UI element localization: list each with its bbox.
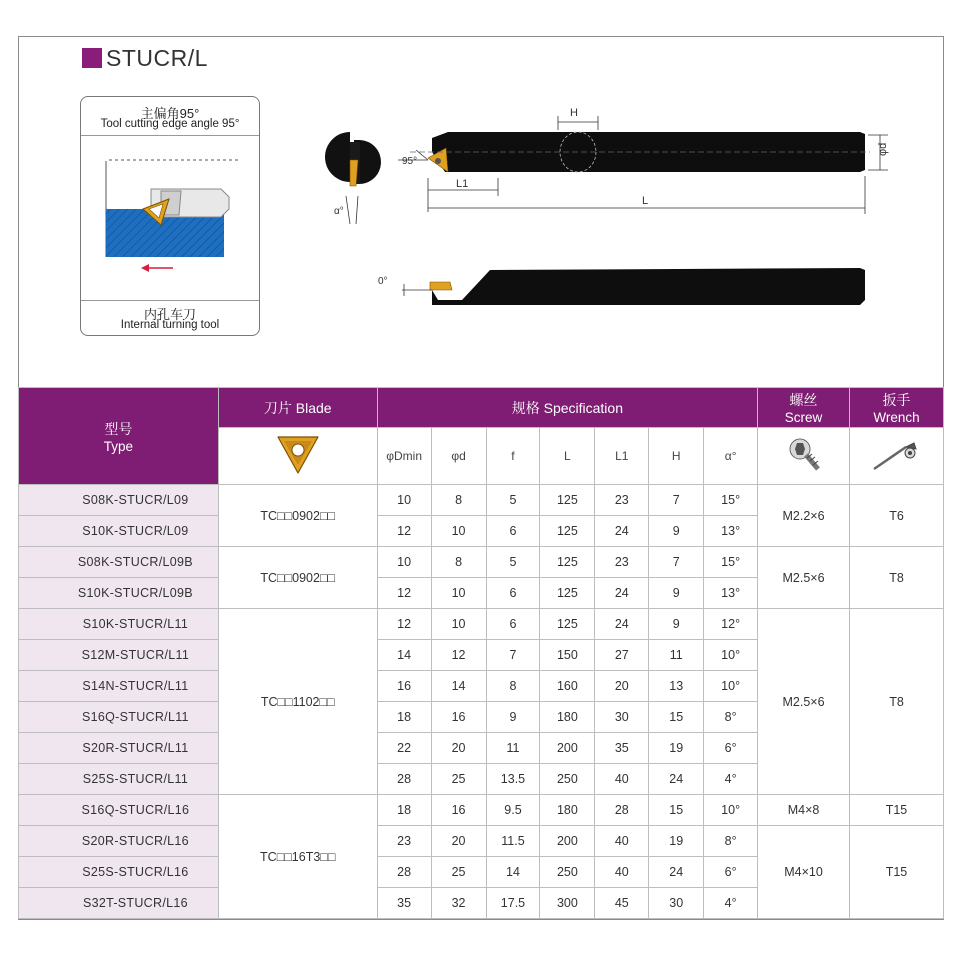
value-cell: 180 <box>540 702 595 733</box>
value-cell: 30 <box>595 702 649 733</box>
value-cell: 14 <box>377 640 431 671</box>
value-cell: 250 <box>540 857 595 888</box>
blade-cell: TC□□0902□□ <box>218 547 377 609</box>
value-cell: 12 <box>377 609 431 640</box>
value-cell: 6° <box>704 733 758 764</box>
header-row <box>19 388 944 428</box>
page-title <box>82 46 208 70</box>
value-cell: 9.5 <box>486 795 540 826</box>
blade-cell: TC□□16T3□□ <box>218 795 377 919</box>
value-cell: 18 <box>377 795 431 826</box>
value-cell: 23 <box>377 826 431 857</box>
table-row <box>19 826 944 857</box>
value-cell: 15 <box>649 702 704 733</box>
tool-drawing <box>320 100 900 320</box>
type-cell: S10K-STUCR/L09 <box>19 516 219 547</box>
col-header-f: f <box>486 428 540 485</box>
value-cell: 27 <box>595 640 649 671</box>
screw-icon <box>784 435 824 475</box>
info-footer-en: Internal turning tool <box>120 319 220 331</box>
value-cell: 10 <box>431 609 486 640</box>
title-square-icon <box>82 48 102 68</box>
value-cell: 15° <box>704 547 758 578</box>
col-header-d: φd <box>431 428 486 485</box>
value-cell: 13.5 <box>486 764 540 795</box>
value-cell: 6 <box>486 609 540 640</box>
tool-bar-side-view <box>378 268 865 305</box>
blade-cell: TC□□1102□□ <box>218 609 377 795</box>
wrench-cell: T8 <box>849 547 943 609</box>
type-cell: S32T-STUCR/L16 <box>19 888 219 919</box>
value-cell: 300 <box>540 888 595 919</box>
table-row <box>19 795 944 826</box>
col-header-dmin: φDmin <box>377 428 431 485</box>
label-angle-95: 95° <box>402 156 418 167</box>
value-cell: 150 <box>540 640 595 671</box>
type-header <box>19 388 219 485</box>
screw-image-cell <box>758 428 850 485</box>
value-cell: 8° <box>704 826 758 857</box>
value-cell: 16 <box>377 671 431 702</box>
screw-cell: M2.5×6 <box>758 609 850 795</box>
value-cell: 8 <box>486 671 540 702</box>
value-cell: 28 <box>377 857 431 888</box>
value-cell: 12 <box>377 578 431 609</box>
value-cell: 200 <box>540 826 595 857</box>
value-cell: 9 <box>649 578 704 609</box>
table-row <box>19 485 944 516</box>
value-cell: 24 <box>595 516 649 547</box>
type-header-en: Type <box>103 438 134 454</box>
type-cell: S08K-STUCR/L09 <box>19 485 219 516</box>
value-cell: 7 <box>649 547 704 578</box>
value-cell: 9 <box>649 609 704 640</box>
value-cell: 28 <box>595 795 649 826</box>
value-cell: 9 <box>486 702 540 733</box>
value-cell: 4° <box>704 764 758 795</box>
wrench-header-en: Wrench <box>873 410 920 425</box>
value-cell: 16 <box>431 702 486 733</box>
value-cell: 28 <box>377 764 431 795</box>
value-cell: 16 <box>431 795 486 826</box>
value-cell: 22 <box>377 733 431 764</box>
wrench-cell: T15 <box>849 826 943 919</box>
type-cell: S16Q-STUCR/L16 <box>19 795 219 826</box>
value-cell: 18 <box>377 702 431 733</box>
label-zero-degree: 0° <box>378 276 388 287</box>
screw-header-en: Screw <box>784 410 823 425</box>
label-L1: L1 <box>456 178 469 190</box>
blade-image-cell <box>218 428 377 485</box>
screw-header <box>758 388 850 428</box>
info-footer-zh: 内孔车刀 <box>143 307 196 322</box>
blade-cell: TC□□0902□□ <box>218 485 377 547</box>
screw-cell: M4×8 <box>758 795 850 826</box>
value-cell: 20 <box>431 733 486 764</box>
wrench-image-cell <box>849 428 943 485</box>
end-view <box>325 132 381 224</box>
wrench-cell: T8 <box>849 609 943 795</box>
value-cell: 6 <box>486 578 540 609</box>
blade-header: 刀片 Blade <box>218 388 377 428</box>
wrench-cell: T15 <box>849 795 943 826</box>
value-cell: 35 <box>595 733 649 764</box>
value-cell: 17.5 <box>486 888 540 919</box>
type-cell: S08K-STUCR/L09B <box>19 547 219 578</box>
value-cell: 250 <box>540 764 595 795</box>
value-cell: 40 <box>595 826 649 857</box>
value-cell: 15° <box>704 485 758 516</box>
value-cell: 125 <box>540 609 595 640</box>
value-cell: 35 <box>377 888 431 919</box>
internal-turning-illustration <box>81 145 261 295</box>
value-cell: 24 <box>649 764 704 795</box>
value-cell: 10 <box>431 516 486 547</box>
wrench-header <box>849 388 943 428</box>
col-header-L1: L1 <box>595 428 649 485</box>
value-cell: 8° <box>704 702 758 733</box>
info-heading-zh: 主偏角95° <box>140 106 200 121</box>
type-cell: S20R-STUCR/L11 <box>19 733 219 764</box>
col-header-L: L <box>540 428 595 485</box>
type-cell: S16Q-STUCR/L11 <box>19 702 219 733</box>
value-cell: 10° <box>704 640 758 671</box>
value-cell: 10° <box>704 795 758 826</box>
label-phi-d: φd <box>877 142 889 156</box>
info-divider-bottom <box>81 300 259 301</box>
value-cell: 180 <box>540 795 595 826</box>
screw-cell: M4×10 <box>758 826 850 919</box>
value-cell: 10 <box>431 578 486 609</box>
value-cell: 15 <box>649 795 704 826</box>
col-header-H: H <box>649 428 704 485</box>
spec-header: 规格 Specification <box>377 388 757 428</box>
type-cell: S10K-STUCR/L09B <box>19 578 219 609</box>
label-H: H <box>570 107 578 119</box>
value-cell: 5 <box>486 547 540 578</box>
value-cell: 125 <box>540 485 595 516</box>
value-cell: 6° <box>704 857 758 888</box>
value-cell: 125 <box>540 578 595 609</box>
title-text: STUCR/L <box>106 44 208 71</box>
value-cell: 24 <box>649 857 704 888</box>
value-cell: 9 <box>649 516 704 547</box>
value-cell: 14 <box>486 857 540 888</box>
value-cell: 10 <box>377 547 431 578</box>
table-row <box>19 609 944 640</box>
spec-table <box>18 387 944 919</box>
value-cell: 4° <box>704 888 758 919</box>
value-cell: 25 <box>431 857 486 888</box>
info-divider-top <box>81 135 259 136</box>
value-cell: 125 <box>540 516 595 547</box>
value-cell: 8 <box>431 485 486 516</box>
value-cell: 40 <box>595 764 649 795</box>
screw-cell: M2.5×6 <box>758 547 850 609</box>
value-cell: 7 <box>649 485 704 516</box>
value-cell: 23 <box>595 485 649 516</box>
value-cell: 12° <box>704 609 758 640</box>
label-L: L <box>642 195 649 207</box>
label-alpha: α° <box>334 206 344 217</box>
type-cell: S25S-STUCR/L16 <box>19 857 219 888</box>
value-cell: 13° <box>704 578 758 609</box>
value-cell: 8 <box>431 547 486 578</box>
torx-wrench-icon <box>870 435 922 475</box>
value-cell: 40 <box>595 857 649 888</box>
value-cell: 160 <box>540 671 595 702</box>
value-cell: 32 <box>431 888 486 919</box>
value-cell: 11.5 <box>486 826 540 857</box>
type-cell: S25S-STUCR/L11 <box>19 764 219 795</box>
value-cell: 200 <box>540 733 595 764</box>
value-cell: 19 <box>649 733 704 764</box>
type-cell: S12M-STUCR/L11 <box>19 640 219 671</box>
value-cell: 25 <box>431 764 486 795</box>
value-cell: 24 <box>595 578 649 609</box>
screw-cell: M2.2×6 <box>758 485 850 547</box>
type-cell: S20R-STUCR/L16 <box>19 826 219 857</box>
value-cell: 13° <box>704 516 758 547</box>
value-cell: 13 <box>649 671 704 702</box>
type-cell: S14N-STUCR/L11 <box>19 671 219 702</box>
value-cell: 125 <box>540 547 595 578</box>
value-cell: 45 <box>595 888 649 919</box>
value-cell: 5 <box>486 485 540 516</box>
wrench-cell: T6 <box>849 485 943 547</box>
table-row <box>19 547 944 578</box>
value-cell: 10° <box>704 671 758 702</box>
tool-bar-top-view <box>398 107 889 214</box>
info-box <box>80 96 260 336</box>
value-cell: 23 <box>595 547 649 578</box>
value-cell: 30 <box>649 888 704 919</box>
type-header-zh: 型号 <box>104 420 133 437</box>
value-cell: 10 <box>377 485 431 516</box>
value-cell: 12 <box>377 516 431 547</box>
value-cell: 11 <box>486 733 540 764</box>
value-cell: 24 <box>595 609 649 640</box>
value-cell: 19 <box>649 826 704 857</box>
value-cell: 20 <box>431 826 486 857</box>
value-cell: 12 <box>431 640 486 671</box>
value-cell: 14 <box>431 671 486 702</box>
screw-header-zh: 螺丝 <box>789 392 818 408</box>
col-header-alpha: α° <box>704 428 758 485</box>
type-cell: S10K-STUCR/L11 <box>19 609 219 640</box>
value-cell: 7 <box>486 640 540 671</box>
wrench-header-zh: 扳手 <box>882 392 911 408</box>
value-cell: 6 <box>486 516 540 547</box>
insert-triangle-icon <box>274 433 322 477</box>
value-cell: 11 <box>649 640 704 671</box>
value-cell: 20 <box>595 671 649 702</box>
info-heading-en: Tool cutting edge angle 95° <box>100 118 240 130</box>
